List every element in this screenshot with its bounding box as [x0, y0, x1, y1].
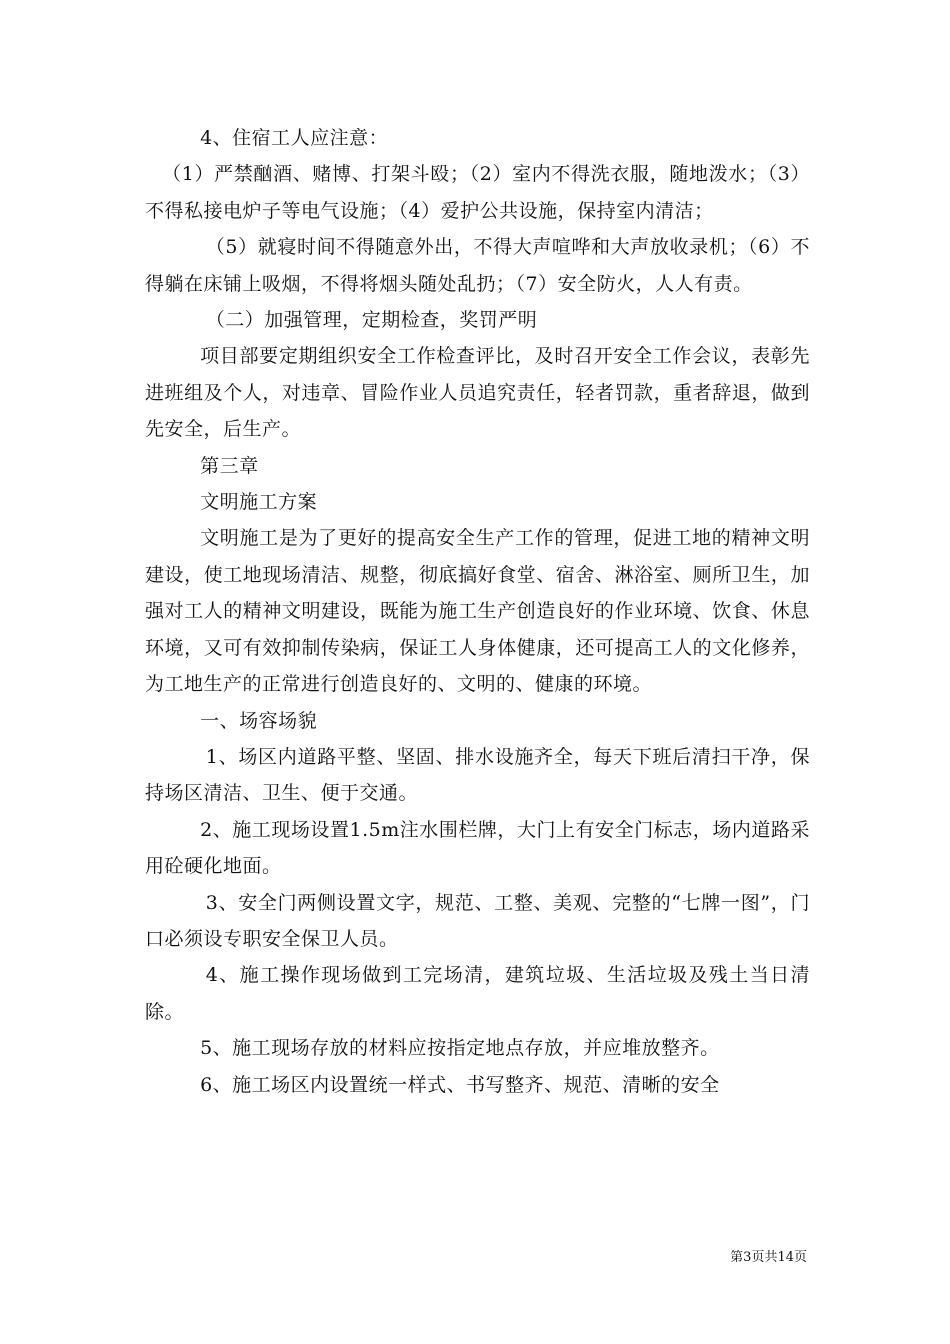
item-heading-4: 4、住宿工人应注意：: [200, 127, 389, 149]
subsection-heading-1: 一、场容场貌: [200, 709, 318, 732]
list-item-5: 5、施工现场存放的材料应按指定地点存放，并应堆放整齐。: [200, 1037, 720, 1060]
chapter-heading: 第三章: [200, 454, 259, 477]
chapter-title: 文明施工方案: [200, 491, 318, 514]
list-item-1: 1、场区内道路平整、坚固、排水设施齐全，每天下班后清扫干净，保持场区清洁、卫生、便于交通。: [145, 745, 810, 805]
management-paragraph: 项目部要定期组织安全工作检查评比，及时召开安全工作会议，表彰先进班组及个人，对违章、冒险作业人员追究责任，轻者罚款，重者辞退，做到先安全，后生产。: [145, 345, 810, 441]
rules-paragraph-1: （1）严禁酗酒、赌博、打架斗殴；（2）室内不得洗衣服，随地泼水；（3）不得私接电炉子等电气设施；（4）爱护公共设施，保持室内清洁；: [145, 163, 810, 222]
list-item-3: 3、安全门两侧设置文字，规范、工整、美观、完整的“七牌一图”，门口必须设专职安全保卫人员。: [145, 891, 810, 950]
list-item-4: 4、施工操作现场做到工完场清，建筑垃圾、生活垃圾及残土当日清除。: [145, 964, 810, 1023]
rules-paragraph-2: （5）就寝时间不得随意外出，不得大声喧哗和大声放收录机；（6）不得躺在床铺上吸烟，不得将烟头随处乱扔；（7）安全防火，人人有责。: [145, 236, 810, 295]
page-number-footer: 第3页共14页: [730, 1250, 807, 1265]
list-item-6: 6、施工场区内设置统一样式、书写整齐、规范、清晰的安全: [200, 1073, 720, 1096]
section-heading-2: （二）加强管理，定期检查，奖罚严明: [205, 309, 538, 332]
intro-paragraph: 文明施工是为了更好的提高安全生产工作的管理，促进工地的精神文明建设，使工地现场清洁、规整，彻底搞好食堂、宿舍、淋浴室、厕所卫生，加强对工人的精神文明建设，既能为施工生产创造良好的作业环境、饮食、休息环境，又可有效抑制传染病，保证工人身体健康，还可提高工人的文化修养，为工地生产的正常进行创造良好的、文明的、健康的环境。: [145, 527, 810, 696]
document-body: [145, 120, 810, 1103]
list-item-2: 2、施工现场设置1.5m注水围栏牌，大门上有安全门标志，场内道路采用砼硬化地面。: [145, 818, 810, 878]
